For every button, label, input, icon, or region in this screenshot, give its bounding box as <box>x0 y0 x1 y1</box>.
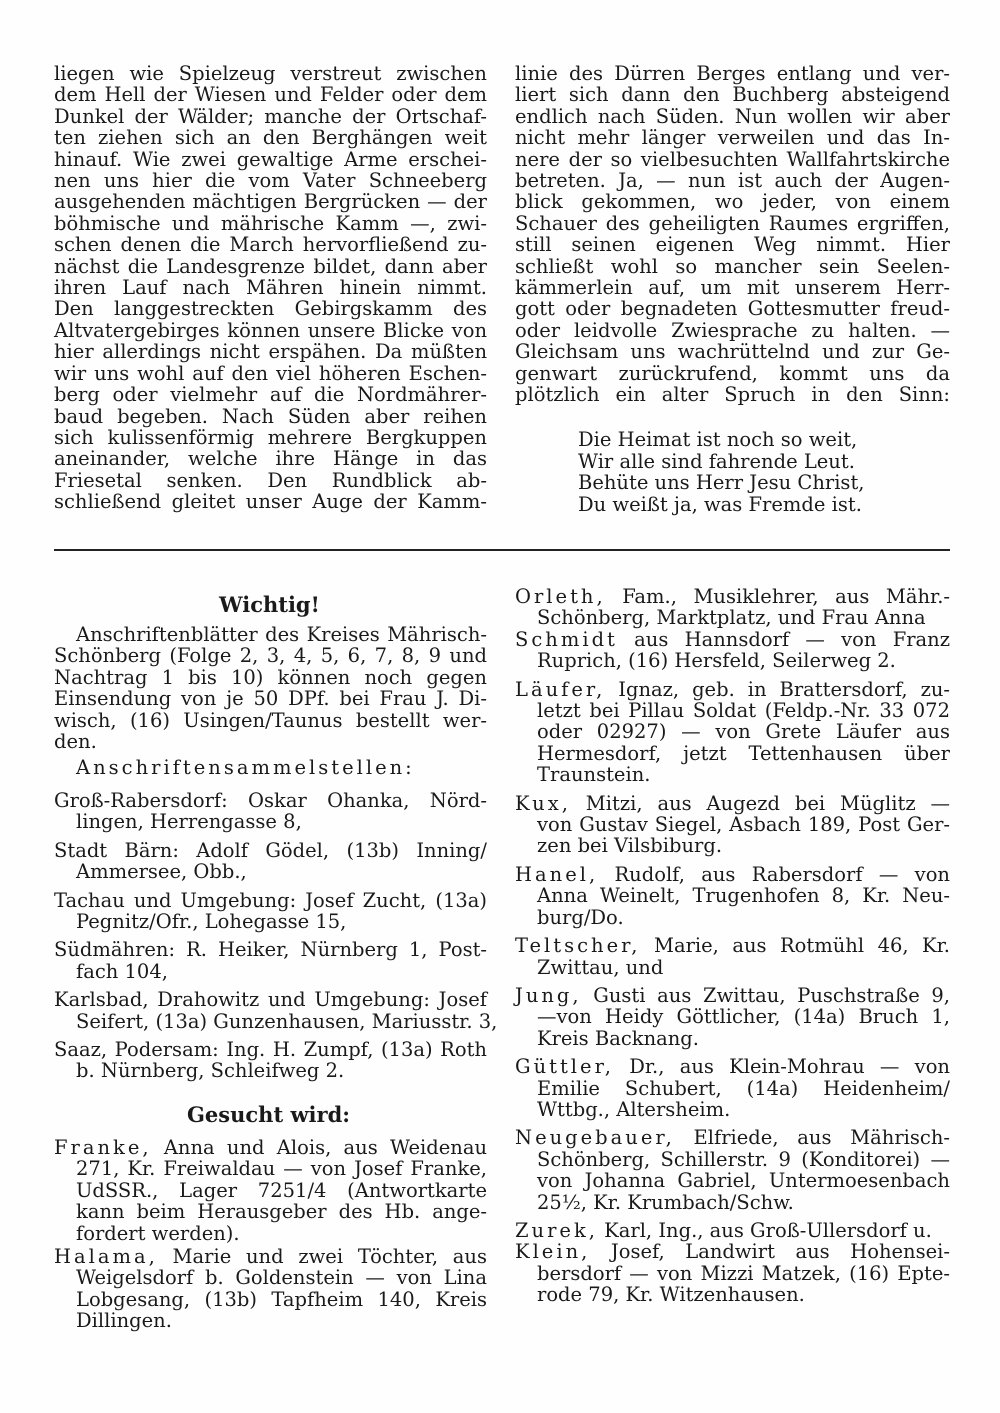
entry-text: Rudolf, aus Rabersdorf — von <box>598 862 950 886</box>
collection-point-entry <box>54 790 487 833</box>
entry-line: Zwittau, und <box>537 955 664 979</box>
text-line: ihren Lauf nach Mähren hinein nimmt. <box>54 276 487 300</box>
entry-text: Elfriede, aus Mährisch- <box>674 1126 950 1150</box>
text-line: kämmerlein auf, um mit unserem Herr- <box>515 276 950 300</box>
person-name: Halama, <box>54 1245 158 1269</box>
entry-line: kann beim Herausgeber des Hb. ange- <box>76 1200 487 1224</box>
entry-line: Schönberg, Marktplatz, und Frau Anna <box>537 606 926 630</box>
intro-line: Nachtrag 1 bis 10) können noch gegen <box>54 665 487 689</box>
text-line: dem Hell der Wiesen und Felder oder dem <box>54 83 487 107</box>
person-name: Orleth, <box>515 585 606 608</box>
entry-line <box>515 629 950 650</box>
entry-line <box>515 864 950 885</box>
text-line: baud begeben. Nach Süden aber reihen <box>54 404 487 428</box>
entry-line: fordert werden). <box>76 1221 240 1245</box>
search-entry <box>515 679 950 786</box>
person-name: Güttler, <box>515 1055 614 1079</box>
entry-line <box>54 1137 487 1158</box>
entry-text: Anna und Alois, aus Weidenau <box>151 1136 487 1159</box>
gesucht-left-list <box>54 1137 487 1334</box>
search-entry <box>515 793 950 857</box>
entry-line: oder 02927) — von Grete Läufer aus <box>537 720 950 744</box>
entry-line: Tachau und Umgebung: Josef Zucht, (13a) <box>54 888 487 912</box>
text-line: nere der so vielbesuchten Wallfahrtskirche <box>515 147 950 171</box>
entry-line <box>515 1241 950 1262</box>
entry-line: UdSSR., Lager 7251/4 (Antwortkarte <box>76 1178 487 1202</box>
person-name: Kux, <box>515 791 571 815</box>
intro-line: wisch, (16) Usingen/Taunus bestellt wer- <box>54 708 487 732</box>
text-line: endlich nach Süden. Nun wollen wir aber <box>515 104 950 128</box>
collection-points-list <box>54 789 498 1089</box>
search-entry <box>515 586 950 672</box>
entry-line: —von Heidy Göttlicher, (14a) Bruch 1, <box>537 1005 950 1029</box>
entry-line: Kreis Backnang. <box>537 1026 699 1050</box>
entry-line: b. Nürnberg, Schleifweg 2. <box>76 1059 345 1083</box>
entry-line: Saaz, Podersam: Ing. H. Zumpf, (13a) Roth <box>54 1038 487 1062</box>
text-line: blick gekommen, wo jeder, von einem <box>515 190 950 214</box>
text-line: sich kulissenförmig mehrere Bergkuppen <box>54 425 487 449</box>
entry-line: 271, Kr. Freiwaldau — von Josef Franke, <box>76 1157 487 1181</box>
entry-line: lingen, Herrengasse 8, <box>76 810 302 834</box>
entry-text: Dr., aus Klein-Mohrau — von <box>613 1055 950 1079</box>
search-entry <box>54 1246 487 1332</box>
text-line: aneinander, welche ihre Hänge in das <box>54 447 487 471</box>
text-line: plötzlich ein alter Spruch in den Sinn: <box>515 383 950 407</box>
entry-line: Groß-Rabersdorf: Oskar Ohanka, Nörd- <box>54 789 487 812</box>
entry-line: Stadt Bärn: Adolf Gödel, (13b) Inning/ <box>54 838 487 862</box>
text-line: still seinen eigenen Weg nimmt. Hier <box>515 233 950 257</box>
entry-line: Dillingen. <box>76 1309 172 1333</box>
entry-line: Weigelsdorf b. Goldenstein — von Lina <box>76 1266 487 1290</box>
text-line: ten ziehen sich an den Berghängen weit <box>54 126 487 150</box>
person-name: Läufer, <box>515 677 606 701</box>
collection-point-entry <box>54 1039 487 1082</box>
entry-line <box>515 793 950 814</box>
entry-line: zen bei Vilsbiburg. <box>537 834 723 858</box>
entry-line: bersdorf — von Mizzi Matzek, (16) Epte- <box>537 1261 950 1285</box>
entry-line: Ruprich, (16) Hersfeld, Seilerweg 2. <box>537 649 896 673</box>
search-entry <box>515 1056 950 1120</box>
entry-line: burg/Do. <box>537 905 624 929</box>
text-line: böhmische und mährische Kamm —, zwi- <box>54 211 487 235</box>
article-left-column <box>54 63 487 513</box>
entry-line: Ammersee, Obb., <box>76 860 247 884</box>
text-line: nächst die Landesgrenze bildet, dann aber <box>54 254 487 278</box>
entry-line: Karlsbad, Drahowitz und Umgebung: Josef <box>54 988 487 1012</box>
entry-line <box>515 679 950 700</box>
person-name: Jung, <box>515 983 582 1007</box>
text-line: Schauer des geheiligten Raumes ergriffen, <box>515 211 950 235</box>
entry-line: Schönberg, Schillerstr. 9 (Konditorei) — <box>537 1147 950 1171</box>
collection-point-entry <box>54 890 487 933</box>
entry-text: Gusti aus Zwittau, Puschstraße 9, <box>581 983 950 1007</box>
article-right-text <box>515 63 950 406</box>
entry-line <box>515 1127 950 1148</box>
search-entry <box>515 864 950 928</box>
collection-point-entry <box>54 939 487 982</box>
text-line: hinauf. Wie zwei gewaltige Arme erschei- <box>54 147 487 171</box>
text-line: betreten. Ja, — nun ist auch der Augen- <box>515 169 950 193</box>
entry-text: Marie, aus Rotmühl 46, Kr. <box>640 934 950 958</box>
intro-line: den. <box>54 730 97 754</box>
person-name: Schmidt <box>515 627 618 651</box>
text-line: liegen wie Spielzeug verstreut zwischen <box>54 62 487 85</box>
text-line: berg oder vielmehr auf die Nordmährer- <box>54 383 487 407</box>
poem-verse <box>578 429 864 515</box>
person-name: Franke, <box>54 1136 152 1159</box>
search-entry <box>54 1137 487 1244</box>
section-divider <box>54 549 950 551</box>
text-line: ausgehenden mächtigen Bergrücken — der <box>54 190 487 214</box>
entry-line <box>515 586 950 607</box>
text-line: Den langgestreckten Gebirgskamm des <box>54 297 487 321</box>
text-line: Dunkel der Wälder; manche der Ortschaf- <box>54 104 487 128</box>
search-entry <box>515 1220 950 1241</box>
text-line: schließend gleitet unser Auge der Kamm- <box>54 490 487 514</box>
search-entry <box>515 1241 950 1305</box>
entry-line: Wttbg., Altersheim. <box>537 1097 731 1121</box>
intro-line: Einsendung von je 50 DPf. bei Frau J. Di- <box>54 687 487 711</box>
text-line: Gleichsam uns wachrüttelnd und zur Ge- <box>515 340 950 364</box>
person-name: Klein, <box>515 1240 591 1264</box>
search-entry <box>515 985 950 1049</box>
collection-points-subheading: Anschriftensammelstellen: <box>76 756 415 779</box>
poem-line: Wir alle sind fahrende Leut. <box>578 449 855 473</box>
wichtig-heading: Wichtig! <box>219 592 320 617</box>
text-line: nen uns hier die vom Vater Schneeberg <box>54 169 487 193</box>
entry-text: Josef, Landwirt aus Hohensei- <box>590 1240 950 1264</box>
entry-line <box>515 1056 950 1077</box>
entry-text: Fam., Musiklehrer, aus Mähr.- <box>605 585 950 608</box>
text-line: liert sich dann den Buchberg absteigend <box>515 83 950 107</box>
text-line: oder leidvolle Zwiesprache zu halten. — <box>515 318 950 342</box>
intro-line: Anschriftenblätter des Kreises Mährisch- <box>76 623 487 646</box>
intro-line: Schönberg (Folge 2, 3, 4, 5, 6, 7, 8, 9 und <box>54 644 487 668</box>
gesucht-right-list <box>515 586 950 1313</box>
person-name: Neugebauer, <box>515 1126 675 1150</box>
entry-line: letzt bei Pillau Soldat (Feldp.-Nr. 33 072 <box>537 699 950 723</box>
entry-text: Ignaz, geb. in Brattersdorf, zu- <box>605 677 950 701</box>
entry-line <box>515 985 950 1006</box>
search-entry <box>515 1127 950 1213</box>
person-name: Teltscher, <box>515 934 641 958</box>
poem-line: Die Heimat ist noch so weit, <box>578 428 858 451</box>
entry-line: Pegnitz/Ofr., Lohegasse 15, <box>76 910 347 934</box>
text-line: Altvatergebirges können unsere Blicke von <box>54 318 487 342</box>
entry-line <box>515 1220 950 1241</box>
entry-line: Traunstein. <box>537 763 651 787</box>
search-entry <box>515 935 950 978</box>
text-line: Friesetal senken. Den Rundblick ab- <box>54 468 487 492</box>
entry-text: Karl, Ing., aus Groß-Ullersdorf u. <box>597 1218 932 1242</box>
entry-text: Marie und zwei Töchter, aus <box>157 1245 487 1269</box>
entry-line: Anna Weinelt, Trugenhofen 8, Kr. Neu- <box>537 884 950 908</box>
gesucht-heading: Gesucht wird: <box>187 1102 351 1127</box>
person-name: Zurek, <box>515 1218 598 1242</box>
text-line: hier allerdings nicht erspähen. Da müßten <box>54 340 487 364</box>
entry-line: rode 79, Kr. Witzenhausen. <box>537 1283 805 1307</box>
entry-line: 25½, Kr. Krumbach/Schw. <box>537 1190 794 1214</box>
text-line: nicht mehr länger verweilen und das In- <box>515 126 950 150</box>
entry-line <box>54 1246 487 1267</box>
text-line: linie des Dürren Berges entlang und ver- <box>515 62 950 85</box>
text-line: genwart zurückrufend, kommt uns da <box>515 361 950 385</box>
person-name: Hanel, <box>515 862 599 886</box>
entry-text: aus Hannsdorf — von Franz <box>617 627 950 651</box>
entry-line: Seifert, (13a) Gunzenhausen, Mariusstr. 3, <box>76 1009 498 1033</box>
entry-line: Südmähren: R. Heiker, Nürnberg 1, Post- <box>54 938 487 962</box>
text-line: gott oder begnadeten Gottesmutter freud- <box>515 297 950 321</box>
article-left-text <box>54 63 487 513</box>
wichtig-intro <box>54 624 487 752</box>
article-right-column <box>515 63 950 406</box>
entry-line: Lobgesang, (13b) Tapfheim 140, Kreis <box>76 1287 487 1311</box>
collection-point-entry <box>54 840 487 883</box>
text-line: wir uns wohl auf den viel höheren Eschen- <box>54 361 487 385</box>
poem-line: Behüte uns Herr Jesu Christ, <box>578 471 865 494</box>
entry-line: Emilie Schubert, (14a) Heidenheim/ <box>537 1076 950 1100</box>
entry-line: Hermesdorf, jetzt Tettenhausen über <box>537 741 950 765</box>
poem-line: Du weißt ja, was Fremde ist. <box>578 492 862 516</box>
entry-line: fach 104, <box>76 959 168 983</box>
entry-text: Mitzi, aus Augezd bei Müglitz — <box>570 791 950 815</box>
text-line: schließt wohl so mancher sein Seelen- <box>515 254 950 278</box>
entry-line: von Johanna Gabriel, Untermoesenbach <box>537 1169 950 1193</box>
entry-line: von Gustav Siegel, Asbach 189, Post Ger- <box>537 813 950 837</box>
collection-point-entry <box>54 988 498 1033</box>
entry-line <box>515 935 950 956</box>
text-line: schen denen die March hervorfließend zu- <box>54 233 487 257</box>
